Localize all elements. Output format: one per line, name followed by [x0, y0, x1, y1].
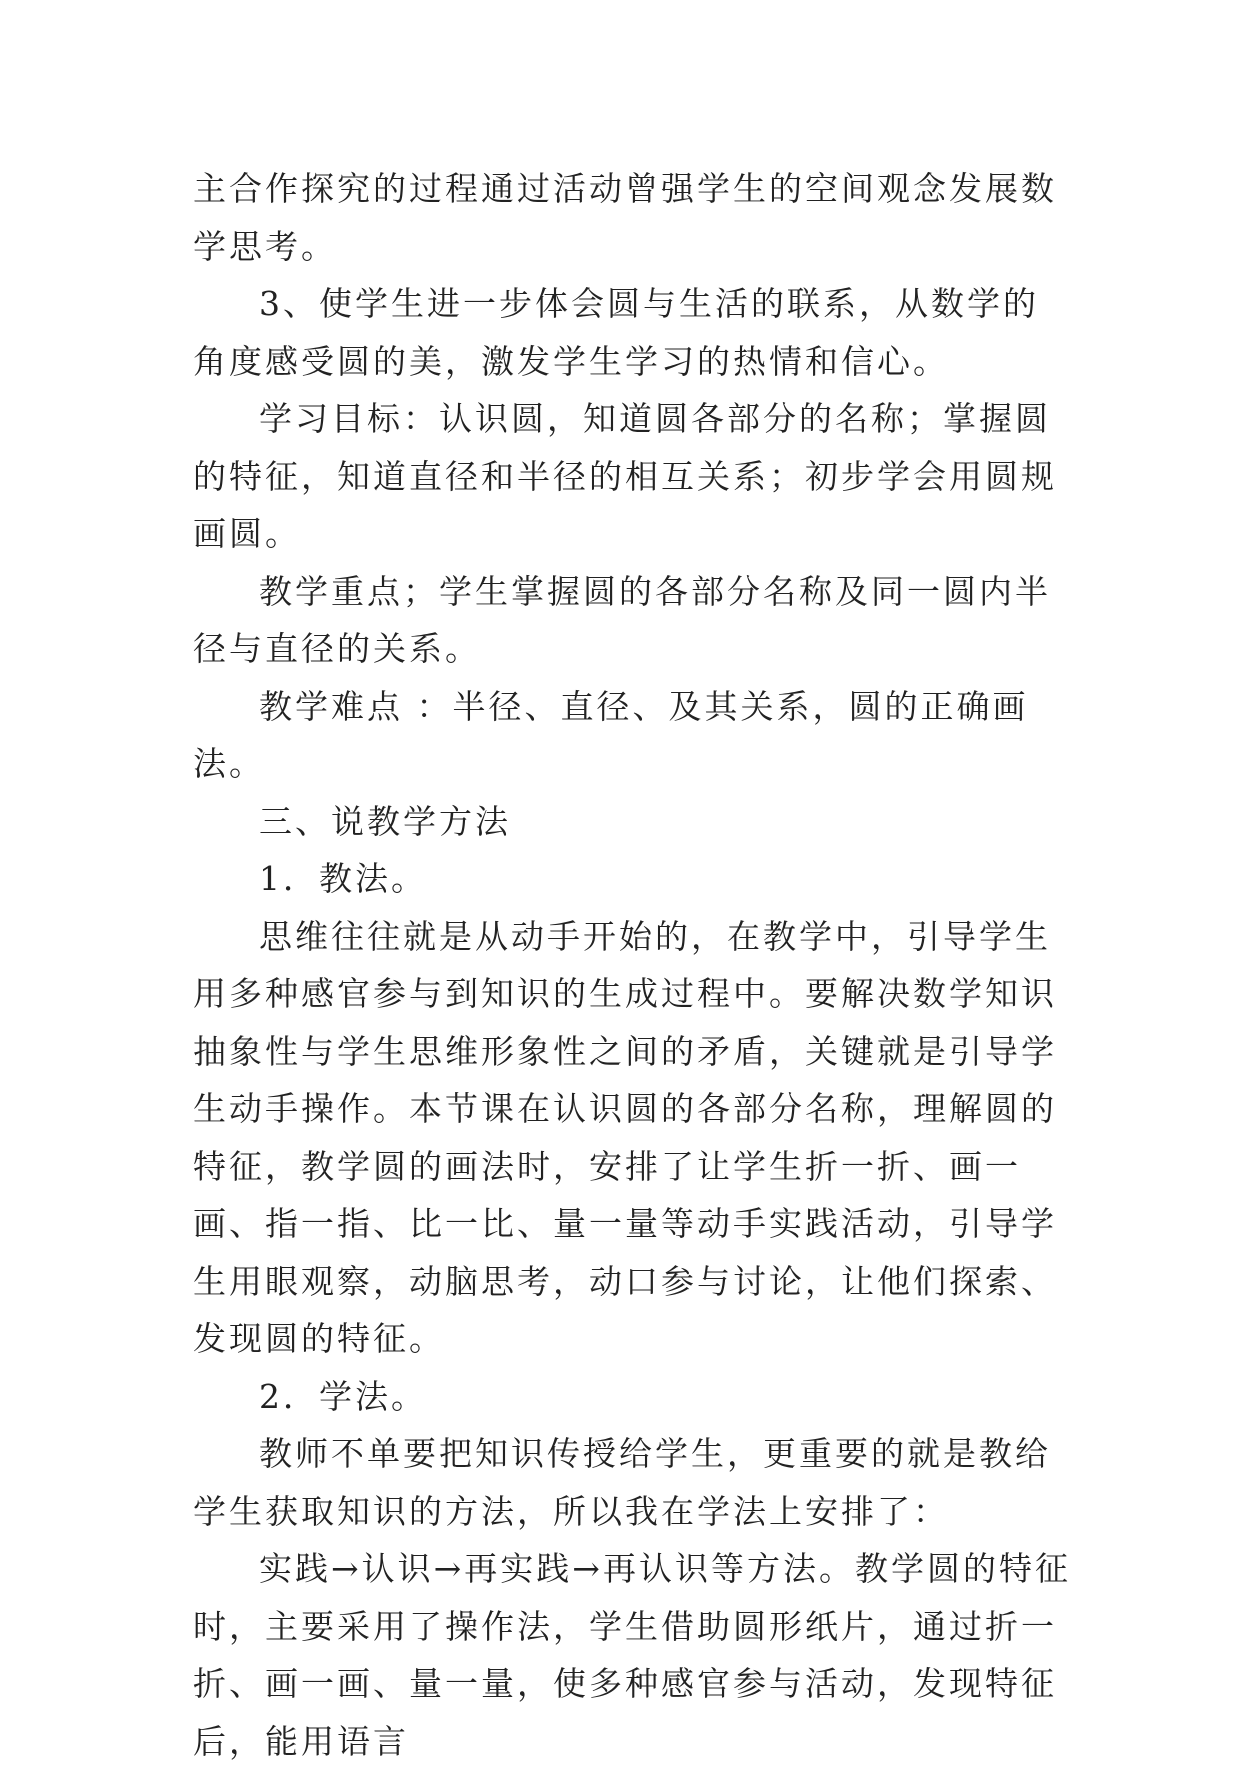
paragraph-continuation: 主合作探究的过程通过活动曾强学生的空间观念发展数学思考。 [193, 169, 1057, 266]
paragraph-learning-method-intro: 教师不单要把知识传授给学生，更重要的就是教给学生获取知识的方法，所以我在学法上安排了： [193, 1434, 1051, 1531]
document-body [193, 160, 1073, 1770]
subheading-learning-method: 2．学法。 [259, 1376, 427, 1416]
paragraph-teaching-focus: 教学重点；学生掌握圆的各部分名称及同一圆内半径与直径的关系。 [193, 571, 1051, 668]
paragraph-teaching-method-body: 思维往往就是从动手开始的，在教学中，引导学生用多种感官参与到知识的生成过程中。要解决数学知识抽象性与学生思维形象性之间的矛盾，关键就是引导学生动手操作。本节课在认识圆的各部分名称，理解圆的特征，教学圆的画法时，安排了让学生折一折、画一画、指一指、比一比、量一量等动手实践活动，引导学生用眼观察，动脑思考，动口参与讨论，让他们探索、发现圆的特征。 [193, 916, 1057, 1358]
paragraph-learning-objectives: 学习目标：认识圆，知道圆各部分的名称；掌握圆的特征，知道直径和半径的相互关系；初步学会用圆规画圆。 [193, 399, 1057, 553]
paragraph-goal-3: 3、使学生进一步体会圆与生活的联系，从数学的角度感受圆的美，激发学生学习的热情和信心。 [193, 284, 1039, 381]
paragraph-teaching-difficulty: 教学难点 ：半径、直径、及其关系，圆的正确画法。 [193, 686, 1029, 783]
paragraph-learning-method-body: 实践→认识→再实践→再认识等方法。教学圆的特征时，主要采用了操作法，学生借助圆形纸片，通过折一折、画一画、量一量，使多种感官参与活动，发现特征后，能用语言 [193, 1549, 1071, 1761]
subheading-teaching-method: 1．教法。 [259, 859, 427, 898]
section-heading-teaching-methods: 三、说教学方法 [259, 801, 511, 841]
